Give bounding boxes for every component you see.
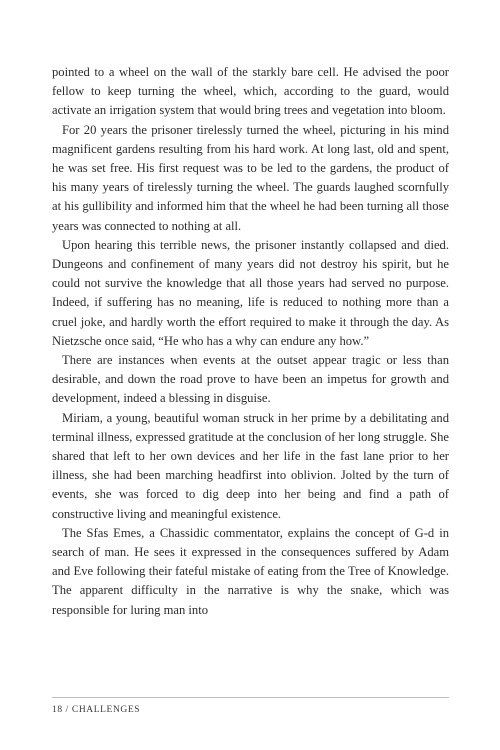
paragraph: pointed to a wheel on the wall of the starkly bare cell. He advised the poor fellow to keep turning the wheel, which, according to the guard, would activate an irrigation system that would bring trees and vegetation into bloom.: [52, 65, 449, 118]
page-footer: 18 / CHALLENGES: [52, 705, 141, 715]
paragraph: Upon hearing this terrible news, the prisoner instantly collapsed and died. Dungeons and confinement of many years did not destroy his spirit, but he could not survive the knowledge that all those years had served no purpose. Indeed, if suffering has no meaning, life is reduced to nothing more than a cruel joke, and hardly worth the effort required to make it through the day. As Nietzsche once said, “He who has a why can endure any how.”: [52, 237, 449, 348]
body-text: [52, 63, 449, 620]
paragraph: For 20 years the prisoner tirelessly turned the wheel, picturing in his mind magnificent gardens resulting from his hard work. At long last, old and spent, he was set free. His first request was to be led to the gardens, the product of his many years of tirelessly turning the wheel. The guards laughed scornfully at his gullibility and informed him that the wheel he had been turning all those years was connected to nothing at all.: [52, 122, 449, 233]
paragraph: There are instances when events at the outset appear tragic or less than desirable, and down the road prove to have been an impetus for growth and development, indeed a blessing in disguise.: [52, 353, 449, 406]
paragraph: Miriam, a young, beautiful woman struck in her prime by a debilitating and terminal illness, expressed gratitude at the conclusion of her long struggle. She shared that left to her own devices and her life in the fast lane prior to her illness, she had been marching headfirst into oblivion. Jolted by the turn of events, she was forced to dig deep into her being and find a path of constructive living and meaningful existence.: [52, 410, 449, 521]
footer-rule: [52, 697, 449, 698]
paragraph: The Sfas Emes, a Chassidic commentator, explains the concept of G-d in search of man. He sees it expressed in the consequences suffered by Adam and Eve following their fateful mistake of eating from the Tree of Knowledge. The apparent difficulty in the narrative is why the snake, which was responsible for luring man into: [52, 525, 449, 617]
